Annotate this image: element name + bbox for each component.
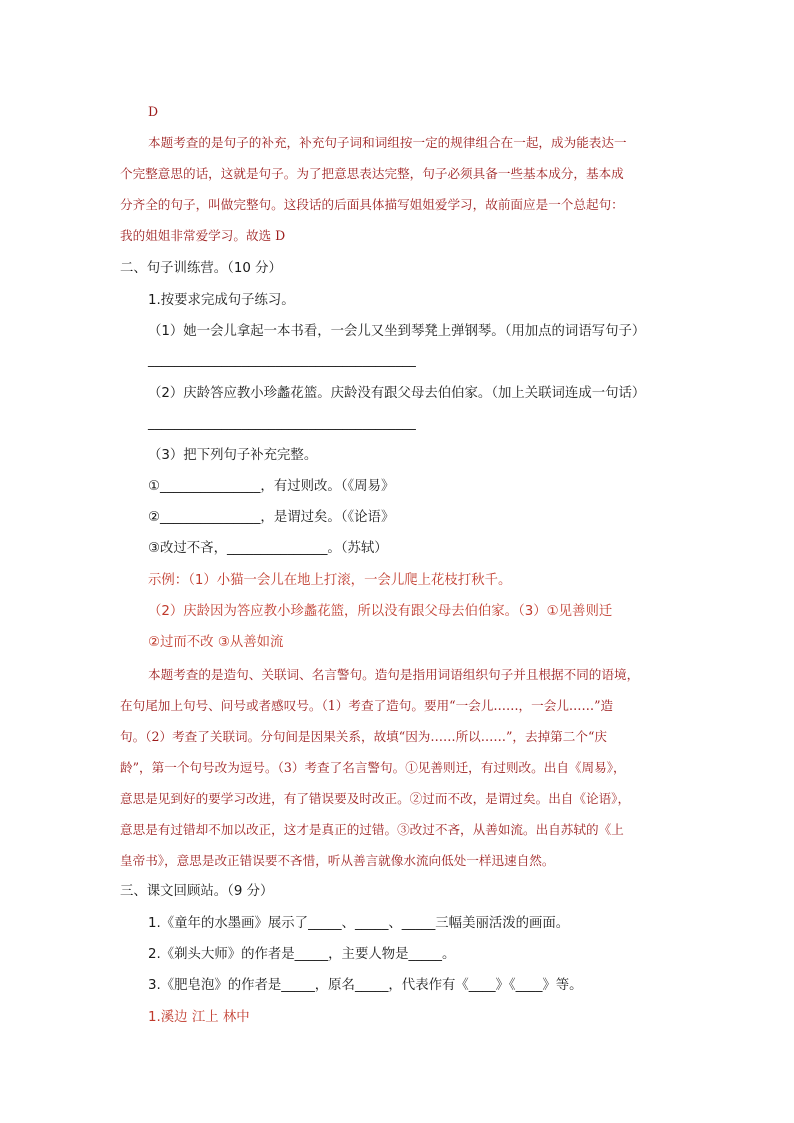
analysis-line: 皇帝书》，意思是改正错误要不吝惜，听从善言就像水流向低处一样迅速自然。 bbox=[120, 853, 555, 868]
analysis-line: 意思是有过错却不加以改正，这才是真正的过错。③改过不吝，从善如流。出自苏轼的《上 bbox=[120, 822, 624, 837]
analysis-line: 龄”，第一个句号改为逗号。（3）考查了名言警句。①见善则迁，有过则改。出自《周易》， bbox=[120, 760, 626, 775]
analysis-line: 句。（2）考查了关联词。分句间是因果关系，故填“因为……所以……”，去掉第二个“庆 bbox=[120, 729, 607, 744]
analysis-line: 本题考查的是造句、关联词、名言警句。造句是指用词语组织句子并且根据不同的语境， bbox=[148, 667, 640, 682]
sub-question: （3）把下列句子补充完整。 bbox=[148, 448, 318, 463]
question: 3.《肥皂泡》的作者是_____，原名_____，代表作有《____》《____》等。 bbox=[148, 978, 583, 993]
answer-line: （2）庆龄因为答应教小珍蠡花篮，所以没有跟父母去伯伯家。（3）①见善则迁 bbox=[148, 604, 613, 619]
answer-blank-line: ________________________________________ bbox=[148, 353, 416, 368]
analysis-line: 个完整意思的话，这就是句子。为了把意思表达完整，句子必须具备一些基本成分，基本成 bbox=[120, 166, 624, 181]
section-heading: 三、课文回顾站。（9 分） bbox=[120, 884, 274, 899]
fill-blank: ②_______________，是谓过矣。（《论语》 bbox=[148, 510, 395, 525]
analysis-line: 分齐全的句子，叫做完整句。这段话的后面具体描写姐姐爱学习，故前面应是一个总起句： bbox=[120, 197, 624, 212]
answer-blank-line: ________________________________________ bbox=[148, 416, 416, 431]
question: 1.按要求完成句子练习。 bbox=[148, 293, 295, 308]
analysis-line: 意思是见到好的要学习改进，有了错误要及时改正。②过而不改，是谓过矣。出自《论语》， bbox=[120, 791, 631, 806]
analysis-line: 我的姐姐非常爱学习。故选 D bbox=[120, 228, 286, 243]
fill-blank: ①_______________，有过则改。（《周易》 bbox=[148, 479, 395, 494]
analysis-line: 本题考查的是句子的补充，补充句子词和词组按一定的规律组合在一起，成为能表达一 bbox=[148, 135, 627, 150]
sub-question: （2）庆龄答应教小珍蠡花篮。庆龄没有跟父母去伯伯家。（加上关联词连成一句话） bbox=[148, 386, 646, 401]
analysis-line: 在句尾加上句号、问号或者感叹号。（1）考查了造句。要用“一会儿……，一会儿……”造 bbox=[120, 698, 614, 713]
answer-line: 1.溪边 江上 林中 bbox=[148, 1010, 250, 1025]
fill-blank: ③改过不吝，_______________。（苏轼） bbox=[148, 541, 388, 556]
sub-question: （1）她一会儿拿起一本书看，一会儿又坐到琴凳上弹钢琴。（用加点的词语写句子） bbox=[148, 324, 646, 339]
question: 1.《童年的水墨画》展示了_____、_____、_____三幅美丽活泼的画面。 bbox=[148, 916, 570, 931]
answer-line: 示例：（1）小猫一会儿在地上打滚，一会儿爬上花枝打秋千。 bbox=[148, 573, 512, 588]
question: 2.《剃头大师》的作者是_____，主要人物是_____。 bbox=[148, 947, 456, 962]
section-heading: 二、句子训练营。（10 分） bbox=[120, 261, 282, 276]
answer-letter: D bbox=[148, 104, 159, 119]
answer-line: ②过而不改 ③从善如流 bbox=[148, 635, 284, 650]
